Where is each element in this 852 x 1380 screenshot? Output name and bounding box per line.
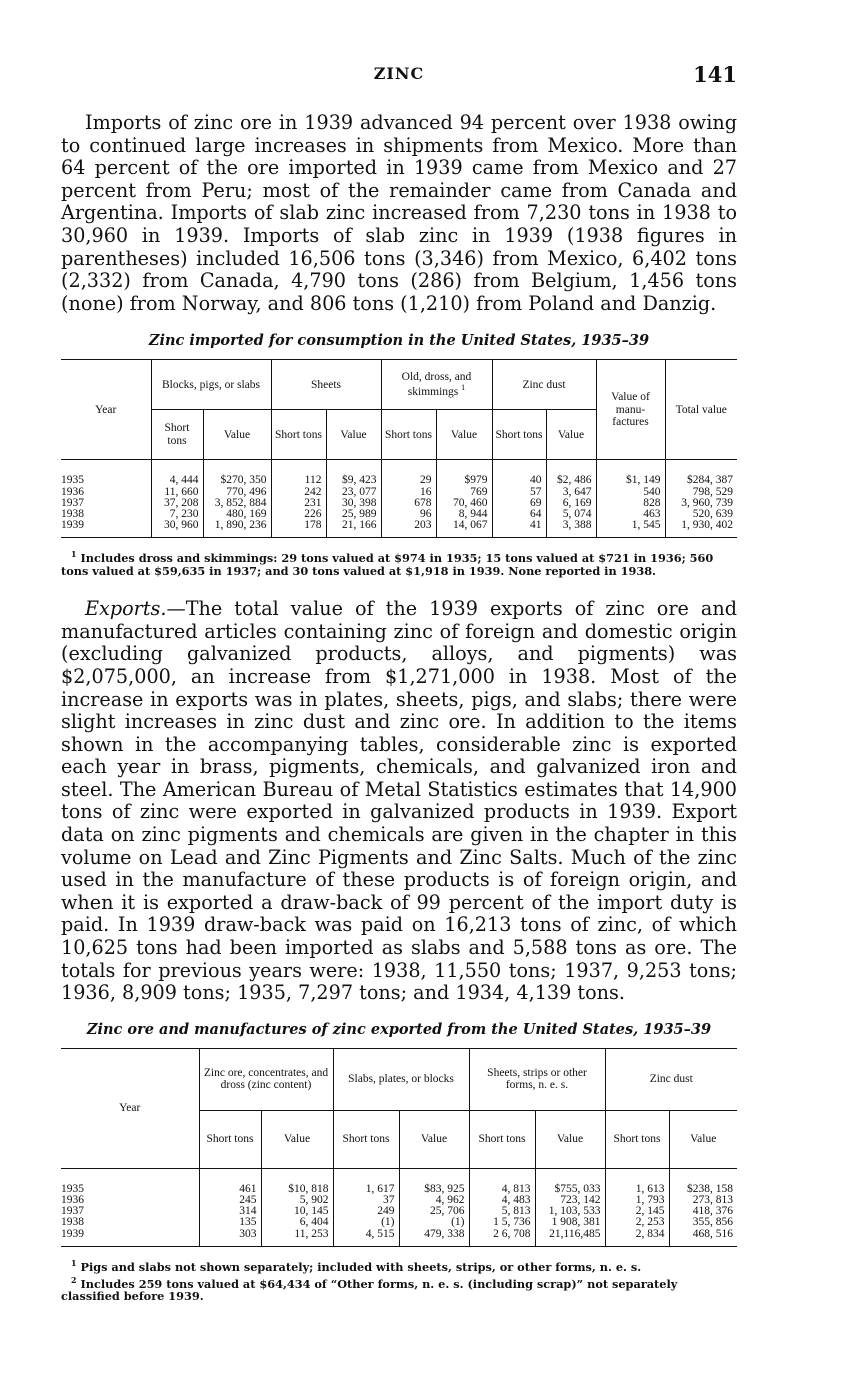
cell: 1, 890, 236 — [203, 520, 271, 538]
group-old-dross-header — [381, 360, 492, 410]
cell: 178 — [271, 520, 326, 538]
cell: 480, 169 — [203, 509, 271, 520]
cell: 10, 145 — [261, 1206, 333, 1217]
cell: 25, 989 — [326, 509, 381, 520]
value-header: Value — [546, 410, 596, 460]
cell: 3, 852, 884 — [203, 498, 271, 509]
value-header: Value — [436, 410, 492, 460]
cell: 770, 496 — [203, 487, 271, 498]
year-cell: 1939 — [61, 1229, 199, 1247]
table2-footnote — [61, 1257, 737, 1274]
table2-caption: Zinc ore and manufactures of zinc exported from the United States, 1935–39 — [86, 1020, 712, 1038]
table-row — [61, 520, 737, 538]
year-cell: 1938 — [61, 1216, 84, 1229]
table-row — [61, 498, 737, 509]
total-value-header: Total value — [665, 360, 737, 460]
footnote-ref: 1 — [461, 382, 466, 392]
imports-paragraph: Imports of zinc ore in 1939 advanced 94 percent over 1938 owing to continued large increases in shipments from Mexico. More than 64 percent of the ore imported in 1939 came from Mexico and 27 percent from Peru; most of the remainder came from Canada and Argentina. Imports of slab zinc increased from 7,230 tons in 1938 to 30,960 in 1939. Imports of slab zinc in 1939 (1938 figures in parentheses) included 16,506 tons (3,346) from Mexico, 6,402 tons (2,332) from Canada, 4,790 tons (286) from Belgium, 1,456 tons (none) from Norway, and 806 tons (1,210) from Poland and Danzig. — [61, 111, 737, 315]
exports-table — [61, 1048, 737, 1247]
cell: $2, 486 — [546, 460, 596, 487]
document-page — [61, 0, 737, 1303]
cell: 461 — [199, 1168, 261, 1195]
cell: $284, 387 — [665, 460, 737, 487]
cell: 40 — [492, 460, 546, 487]
table1-caption: Zinc imported for consumption in the United States, 1935–39 — [148, 332, 650, 350]
cell: 314 — [199, 1206, 261, 1217]
short-tons-header: Short tons — [605, 1110, 669, 1168]
cell: 273, 813 — [669, 1195, 737, 1206]
year-header: Year — [61, 360, 151, 460]
cell: 16 — [381, 487, 436, 498]
short-tons-header: Short tons — [199, 1110, 261, 1168]
cell: 769 — [436, 487, 492, 498]
cell: 245 — [199, 1195, 261, 1206]
cell: 231 — [271, 498, 326, 509]
cell: 8, 944 — [436, 509, 492, 520]
cell: 25, 706 — [399, 1206, 469, 1217]
table-row — [61, 460, 737, 487]
cell: $83, 925 — [399, 1168, 469, 1195]
group-zinc-dust-header: Zinc dust — [605, 1048, 737, 1110]
short-tons-header: Short tons — [381, 410, 436, 460]
cell: 1, 930, 402 — [665, 520, 737, 538]
footnote-marker: 1 — [71, 550, 77, 560]
cell: 69 — [492, 498, 546, 509]
cell: 37 — [333, 1195, 399, 1206]
cell: 1, 545 — [596, 520, 665, 538]
cell: 112 — [271, 460, 326, 487]
cell: 23, 077 — [326, 487, 381, 498]
table1-footnote — [61, 548, 737, 578]
value-header: Value — [203, 410, 271, 460]
year-cell: 1939 — [61, 520, 151, 538]
value-header: Value — [535, 1110, 605, 1168]
cell: 2, 253 — [605, 1217, 669, 1228]
cell: 7, 230 — [151, 509, 203, 520]
cell: 3, 960, 739 — [665, 498, 737, 509]
cell: 723, 142 — [535, 1195, 605, 1206]
cell: 57 — [492, 487, 546, 498]
table2-footnotes — [61, 1257, 737, 1304]
manufactures-header: Value of manu-factures — [596, 360, 665, 460]
cell: $270, 350 — [203, 460, 271, 487]
cell: 226 — [271, 509, 326, 520]
group-slabs-header: Slabs, plates, or blocks — [333, 1048, 469, 1110]
cell: 1, 103, 533 — [535, 1206, 605, 1217]
cell: 1, 617 — [333, 1168, 399, 1195]
year-cell: 1937 — [61, 496, 84, 509]
value-header: Value — [399, 1110, 469, 1168]
page-number: 141 — [693, 62, 737, 87]
cell: 479, 338 — [399, 1229, 469, 1247]
cell: 6, 169 — [546, 498, 596, 509]
cell: $979 — [436, 460, 492, 487]
table-row — [61, 1217, 737, 1228]
cell: $9, 423 — [326, 460, 381, 487]
cell: 64 — [492, 509, 546, 520]
value-header: Value — [326, 410, 381, 460]
exports-paragraph — [61, 598, 737, 1005]
cell: 4, 515 — [333, 1229, 399, 1247]
cell: (1) — [333, 1217, 399, 1228]
footnote-marker: 1 — [71, 1258, 77, 1268]
cell: 41 — [492, 520, 546, 538]
short-tons-header: Short tons — [271, 410, 326, 460]
cell: 4, 962 — [399, 1195, 469, 1206]
running-title: ZINC — [373, 64, 425, 83]
cell: 242 — [271, 487, 326, 498]
cell: 828 — [596, 498, 665, 509]
cell: 520, 639 — [665, 509, 737, 520]
cell: 2, 834 — [605, 1229, 669, 1247]
cell: 4, 483 — [469, 1195, 535, 1206]
page-header — [61, 0, 737, 100]
cell: $755, 033 — [535, 1168, 605, 1195]
cell: 798, 529 — [665, 487, 737, 498]
cell: 3, 647 — [546, 487, 596, 498]
year-cell: 1938 — [61, 507, 84, 520]
footnote-text: Includes 259 tons valued at $64,434 of “Other forms, n. e. s. (including scrap)” not separately classified before 1939. — [61, 1276, 678, 1304]
cell: 249 — [333, 1206, 399, 1217]
group-zinc-dust-header: Zinc dust — [492, 360, 596, 410]
cell: 11, 253 — [261, 1229, 333, 1247]
cell: 303 — [199, 1229, 261, 1247]
value-header: Value — [669, 1110, 737, 1168]
cell: 355, 856 — [669, 1217, 737, 1228]
cell: 70, 460 — [436, 498, 492, 509]
year-header: Year — [61, 1048, 199, 1168]
cell: 540 — [596, 487, 665, 498]
cell: 3, 388 — [546, 520, 596, 538]
cell: 30, 398 — [326, 498, 381, 509]
short-tons-header: Short tons — [492, 410, 546, 460]
cell: 5, 813 — [469, 1206, 535, 1217]
cell: 463 — [596, 509, 665, 520]
year-cell: 1936 — [61, 1194, 84, 1207]
table-row — [61, 1229, 737, 1247]
cell: 203 — [381, 520, 436, 538]
group-sheets-header: Sheets — [271, 360, 381, 410]
cell: 14, 067 — [436, 520, 492, 538]
cell: 1 908, 381 — [535, 1217, 605, 1228]
footnote-text: Includes dross and skimmings: 29 tons valued at $974 in 1935; 15 tons valued at $721 in 1936; 560 tons valued at $59,635 in 1937; and 30 tons valued at $1,918 in 1939. None reported in 1938. — [61, 551, 714, 579]
short-tons-header: Short tons — [151, 410, 203, 460]
cell: 135 — [199, 1217, 261, 1228]
footnote-marker: 2 — [71, 1275, 77, 1285]
cell: 5, 902 — [261, 1195, 333, 1206]
year-cell: 1935 — [61, 1182, 84, 1195]
cell: 4, 813 — [469, 1168, 535, 1195]
group-sheets-header: Sheets, strips or other forms, n. e. s. — [469, 1048, 605, 1110]
cell: $238, 158 — [669, 1168, 737, 1195]
cell: 1, 793 — [605, 1195, 669, 1206]
footnote-text: Pigs and slabs not shown separately; included with sheets, strips, or other forms, n. e. s. — [80, 1259, 642, 1274]
cell: 6, 404 — [261, 1217, 333, 1228]
cell: 678 — [381, 498, 436, 509]
cell: $10, 818 — [261, 1168, 333, 1195]
cell: 418, 376 — [669, 1206, 737, 1217]
group-blocks-header: Blocks, pigs, or slabs — [151, 360, 271, 410]
cell: 96 — [381, 509, 436, 520]
exports-heading: Exports. — [85, 597, 167, 621]
short-tons-header: Short tons — [333, 1110, 399, 1168]
group-old-dross-label: Old, dross, and skimmings — [401, 371, 472, 398]
value-header: Value — [261, 1110, 333, 1168]
cell: 21,116,485 — [535, 1229, 605, 1247]
cell: 30, 960 — [151, 520, 203, 538]
cell: 4, 444 — [151, 460, 203, 487]
cell: 1 5, 736 — [469, 1217, 535, 1228]
cell: 468, 516 — [669, 1229, 737, 1247]
imports-table — [61, 359, 737, 538]
cell: 1, 613 — [605, 1168, 669, 1195]
cell: $1, 149 — [596, 460, 665, 487]
cell: (1) — [399, 1217, 469, 1228]
table-row — [61, 1168, 737, 1195]
cell: 2, 145 — [605, 1206, 669, 1217]
short-tons-header: Short tons — [469, 1110, 535, 1168]
group-ore-header: Zinc ore, concentrates, and dross (zinc content) — [199, 1048, 333, 1110]
cell: 5, 074 — [546, 509, 596, 520]
year-cell: 1936 — [61, 485, 84, 498]
exports-text: —The total value of the 1939 exports of zinc ore and manufactured articles containing zinc of foreign and domestic origin (excluding galvanized products, alloys, and pigments) was $2,075,000, an increase from $1,271,000 in 1938. Most of the increase in exports was in plates, sheets, pigs, and slabs; there were slight increases in zinc dust and zinc ore. In addition to the items shown in the accompanying tables, considerable zinc is exported each year in brass, pigments, chemicals, and galvanized iron and steel. The American Bureau of Metal Statistics estimates that 14,900 tons of zinc were exported in galvanized products in 1939. Export data on zinc pigments and chemicals are given in the chapter in this volume on Lead and Zinc Pigments and Zinc Salts. Much of the zinc used in the manufacture of these products is of foreign origin, and when it is exported a draw-back of 99 percent of the import duty is paid. In 1939 draw-back was paid on 16,213 tons of zinc, of which 10,625 tons had been imported as slabs and 5,588 tons as ore. The totals for previous years were: 1938, 11,550 tons; 1937, 9,253 tons; 1936, 8,909 tons; 1935, 7,297 tons; and 1934, 4,139 tons. — [61, 597, 737, 1005]
cell: 2 6, 708 — [469, 1229, 535, 1247]
cell: 37, 208 — [151, 498, 203, 509]
table-row — [61, 487, 737, 498]
cell: 29 — [381, 460, 436, 487]
cell: 21, 166 — [326, 520, 381, 538]
year-cell: 1935 — [61, 474, 84, 487]
year-cell: 1937 — [61, 1205, 84, 1218]
table2-footnote — [61, 1274, 737, 1304]
cell: 11, 660 — [151, 487, 203, 498]
